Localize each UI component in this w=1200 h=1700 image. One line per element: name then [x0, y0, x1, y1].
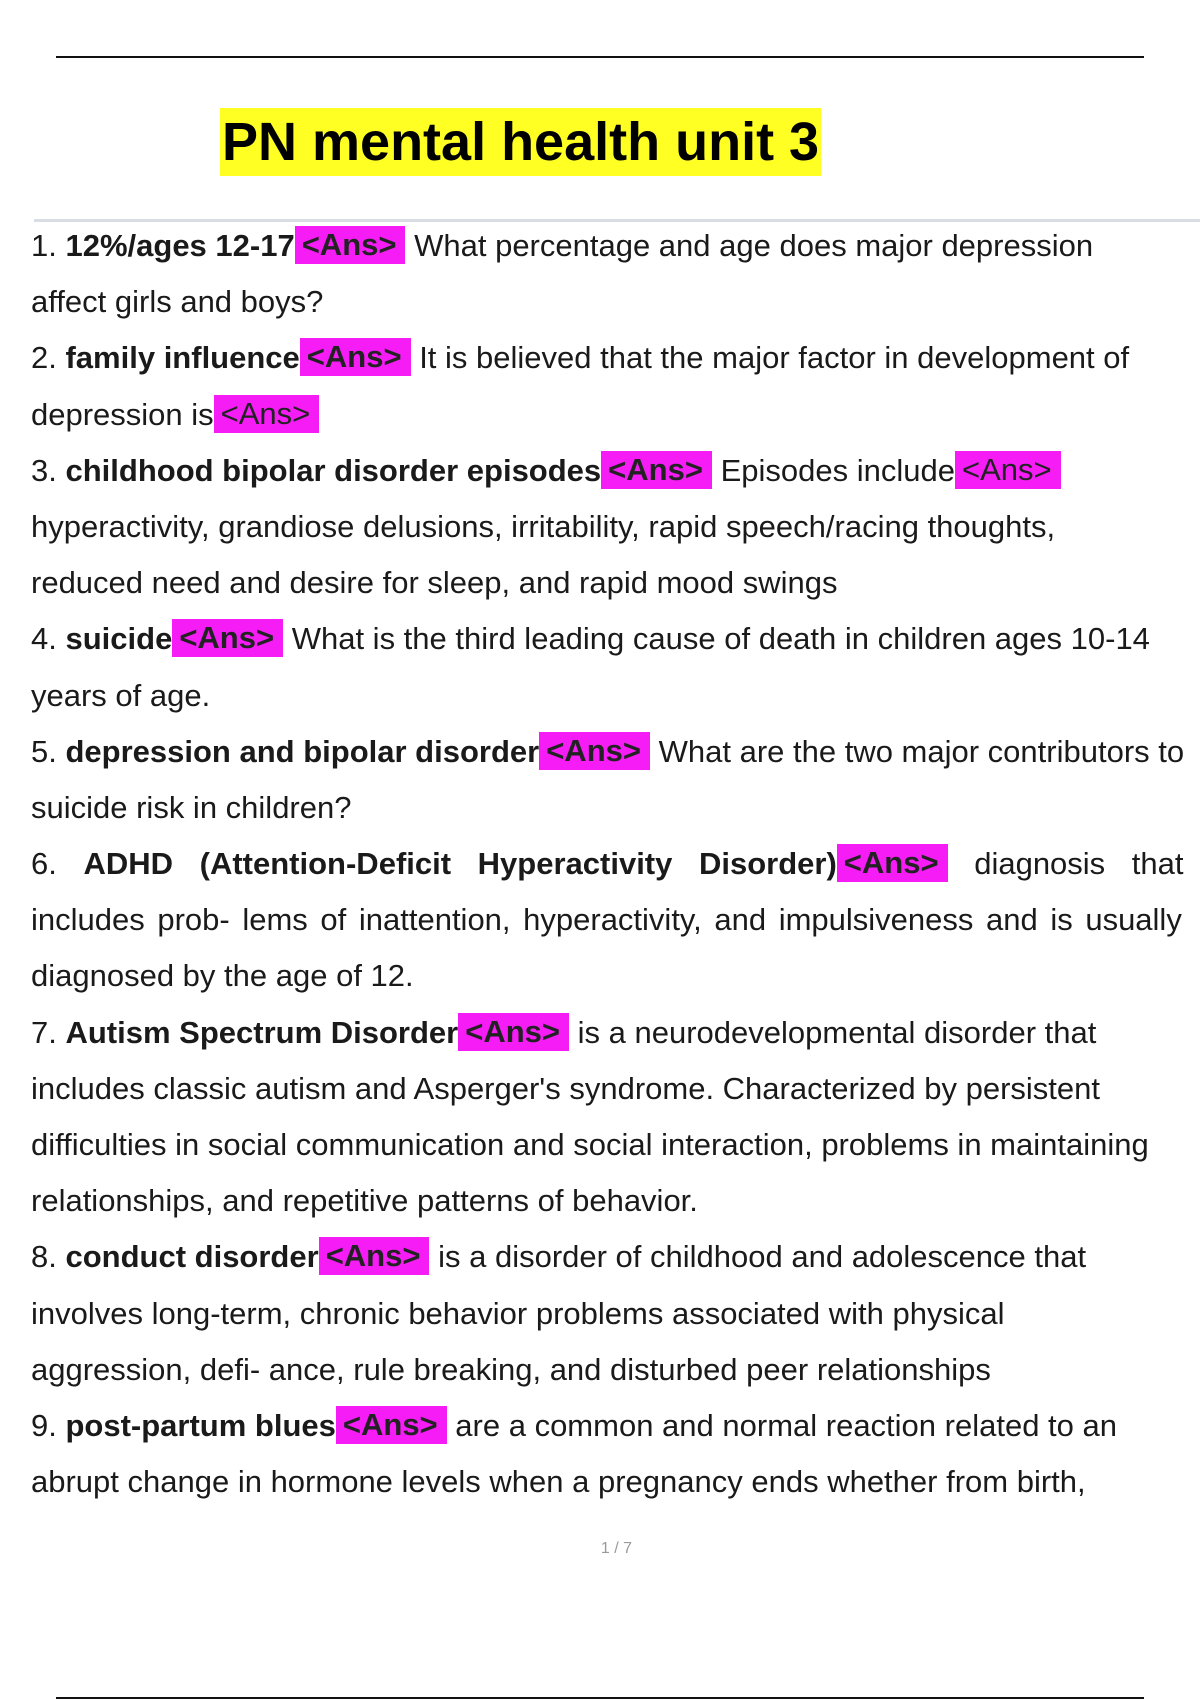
item-term: suicide: [65, 621, 173, 657]
item-number: 8.: [31, 1239, 57, 1275]
list-item-3-line-1: [31, 443, 1200, 499]
answer-tag: <Ans>: [319, 1237, 430, 1275]
answer-tag: <Ans>: [458, 1013, 569, 1051]
list-item-2-line-2: [31, 387, 1200, 443]
list-item-4-line-1: [31, 611, 1200, 667]
list-item-5-line-2: [31, 780, 1200, 836]
answer-tag: <Ans>: [300, 338, 411, 376]
item-text: hyperactivity, grandiose delusions, irritability, rapid speech/racing thoughts,: [31, 508, 1056, 544]
list-item-9-line-1: [31, 1398, 1200, 1454]
item-text: diagnosed by the age of 12.: [31, 958, 414, 994]
list-item-6-line-1: [31, 836, 1200, 892]
item-number: 9.: [31, 1407, 57, 1443]
item-text: affect girls and boys?: [31, 284, 324, 320]
list-item-1-line-2: [31, 274, 1200, 330]
page-indicator: 1 / 7: [600, 1540, 633, 1557]
list-item-7-line-2: [31, 1061, 1200, 1117]
item-text: relationships, and repetitive patterns of behavior.: [31, 1183, 698, 1219]
list-item-3-line-2: [31, 499, 1200, 555]
item-number: 3.: [31, 452, 57, 488]
answer-tag: <Ans>: [539, 732, 650, 770]
list-item-8-line-1: [31, 1229, 1200, 1285]
item-text: What is the third leading cause of death in children ages 10-14: [291, 621, 1150, 657]
item-text: aggression, defi- ance, rule breaking, and disturbed peer relationships: [31, 1351, 991, 1387]
item-text: reduced need and desire for sleep, and rapid mood swings: [31, 565, 838, 601]
top-rule: [56, 56, 1144, 58]
item-term: family influence: [65, 340, 300, 376]
item-text: Episodes include: [720, 452, 955, 488]
list-item-8-line-2: [31, 1286, 1200, 1342]
item-number: 4.: [31, 621, 57, 657]
list-item-7-line-3: [31, 1117, 1200, 1173]
item-term: conduct disorder: [65, 1239, 319, 1275]
item-term: depression and bipolar disorder: [65, 733, 540, 769]
item-term: 12%/ages 12-17: [65, 228, 295, 263]
list-item-8-line-3: [31, 1342, 1200, 1398]
list-item-2-line-1: [31, 330, 1200, 386]
answer-tag: <Ans>: [295, 226, 406, 264]
flashcard-list: [31, 218, 1200, 1510]
answer-tag: <Ans>: [837, 844, 948, 882]
document-title: PN mental health unit 3: [220, 108, 821, 176]
list-item-9-line-2: [31, 1454, 1200, 1510]
item-text: abrupt change in hormone levels when a pregnancy ends whether from birth,: [31, 1464, 1086, 1500]
item-number: 5.: [31, 733, 57, 769]
item-text: includes classic autism and Asperger's syndrome. Characterized by persistent: [31, 1070, 1101, 1106]
item-term: post-partum blues: [65, 1407, 336, 1443]
item-number: 1.: [31, 228, 57, 263]
list-item-3-line-3: [31, 555, 1200, 611]
item-text: suicide risk in children?: [31, 789, 352, 825]
item-number: 6.: [31, 846, 57, 882]
item-text: includes prob- lems of inattention, hyperactivity, and impulsiveness and is usually: [31, 902, 1182, 938]
list-item-1-line-1: [31, 218, 1200, 274]
item-text: is a neurodevelopmental disorder that: [577, 1014, 1097, 1050]
item-text: What are the two major contributors to: [658, 733, 1185, 769]
item-text: involves long-term, chronic behavior problems associated with physical: [31, 1295, 1005, 1331]
item-text: difficulties in social communication and social interaction, problems in maintaining: [31, 1127, 1149, 1162]
list-item-5-line-1: [31, 724, 1200, 780]
item-text: It is believed that the major factor in development of: [419, 340, 1130, 376]
list-item-6-line-3: [31, 948, 1200, 1004]
item-text: are a common and normal reaction related to an: [455, 1407, 1117, 1443]
item-number: 7.: [31, 1014, 57, 1050]
bottom-rule: [56, 1697, 1144, 1699]
answer-tag: <Ans>: [172, 619, 283, 657]
item-text: depression is: [31, 396, 214, 432]
item-text: What percentage and age does major depression: [414, 228, 1094, 263]
item-term: Autism Spectrum Disorder: [65, 1014, 459, 1050]
item-text: is a disorder of childhood and adolescence that: [438, 1239, 1087, 1275]
item-term: ADHD (Attention-Deficit Hyperactivity Disorder): [83, 846, 837, 882]
answer-tag: <Ans>: [601, 451, 712, 489]
item-number: 2.: [31, 340, 57, 376]
list-item-7-line-1: [31, 1005, 1200, 1061]
list-item-6-line-2: [31, 892, 1200, 948]
list-item-7-line-4: [31, 1173, 1200, 1229]
answer-tag: <Ans>: [336, 1406, 447, 1444]
item-text: diagnosis that: [974, 846, 1184, 882]
title-block: [220, 108, 821, 176]
item-text: years of age.: [31, 677, 211, 713]
item-term: childhood bipolar disorder episodes: [65, 452, 602, 488]
list-item-4-line-2: [31, 668, 1200, 724]
answer-tag: <Ans>: [955, 451, 1061, 489]
answer-tag: <Ans>: [214, 395, 320, 433]
